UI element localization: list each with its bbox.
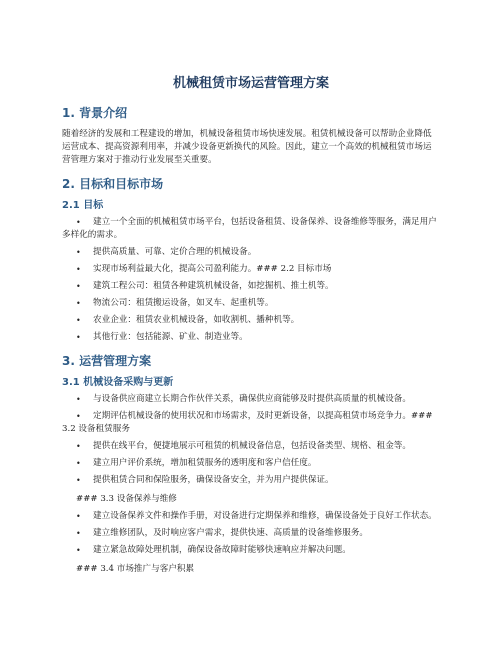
bullet-icon: • — [76, 218, 81, 227]
list-item: • 定期评估机械设备的使用状况和市场需求，及时更新设备，以提高租赁市场竞争力。### 3.2 设备租赁服务 — [62, 411, 433, 434]
bullet-icon: • — [76, 476, 81, 485]
document-title: 机械租赁市场运营管理方案 — [172, 76, 329, 91]
bullet-icon: • — [76, 299, 81, 308]
list-item: • 建立维修团队，及时响应客户需求，提供快速、高质量的设备维修服务。 — [76, 528, 369, 538]
section-heading-background: 1. 背景介绍 — [62, 106, 128, 120]
list-item: • 建筑工程公司：租赁各种建筑机械设备，如挖掘机、推土机等。 — [76, 281, 334, 291]
bullet-icon: • — [76, 395, 81, 404]
section-heading-operations: 3. 运营管理方案 — [62, 354, 152, 368]
subsection-heading-goals: 2.1 目标 — [62, 200, 104, 211]
bullet-icon: • — [76, 412, 81, 421]
bullet-icon: • — [76, 265, 81, 274]
subsection-heading-operations: 3.1 机械设备采购与更新 — [62, 377, 174, 388]
list-item: • 物流公司：租赁搬运设备，如叉车、起重机等。 — [76, 298, 274, 308]
list-item: • 提供在线平台，便捷地展示可租赁的机械设备信息，包括设备类型、规格、租金等。 — [76, 441, 411, 451]
bullet-icon: • — [76, 546, 81, 555]
section-heading-goals: 2. 目标和目标市场 — [62, 177, 164, 191]
operations-list-b — [62, 510, 440, 557]
background-paragraph: 随着经济的发展和工程建设的增加，机械设备租赁市场快速发展。租赁机械设备可以帮助企业降低运营成本、提高资源利用率，并减少设备更新换代的风险。因此，建立一个高效的机械租赁市场运营管理方案对于推动行业发展至关重要。 — [62, 129, 432, 165]
list-item: • 建立紧急故障处理机制，确保设备故障时能够快速响应并解决问题。 — [76, 545, 351, 555]
list-item: • 农业企业：租赁农业机械设备，如收割机、播种机等。 — [76, 315, 300, 325]
bullet-icon: • — [76, 333, 81, 342]
bullet-icon: • — [76, 512, 81, 521]
operations-list-a — [62, 393, 440, 487]
inline-heading-marketing: ### 3.4 市场推广与客户积累 — [76, 564, 195, 574]
list-item: • 建立用户评价系统，增加租赁服务的透明度和客户信任度。 — [76, 458, 317, 468]
list-item: • 其他行业：包括能源、矿业、制造业等。 — [76, 332, 248, 342]
goals-list — [62, 216, 440, 344]
list-item: • 提供租赁合同和保险服务，确保设备安全，并为用户提供保证。 — [76, 475, 334, 485]
list-item: • 与设备供应商建立长期合作伙伴关系，确保供应商能够及时提供高质量的机械设备。 — [76, 394, 411, 404]
list-item: • 建立设备保养文件和操作手册，对设备进行定期保养和维修，确保设备处于良好工作状态。 — [76, 511, 437, 521]
list-item: • 建立一个全面的机械租赁市场平台，包括设备租赁、设备保养、设备维修等服务，满足用户多样化的需求。 — [62, 217, 437, 240]
list-item: • 实现市场利益最大化，提高公司盈利能力。### 2.2 目标市场 — [76, 264, 332, 274]
bullet-icon: • — [76, 529, 81, 538]
inline-heading-maintenance: ### 3.3 设备保养与维修 — [76, 494, 177, 504]
bullet-icon: • — [76, 248, 81, 257]
bullet-icon: • — [76, 459, 81, 468]
bullet-icon: • — [76, 316, 81, 325]
bullet-icon: • — [76, 442, 81, 451]
bullet-icon: • — [76, 282, 81, 291]
list-item: • 提供高质量、可靠、定价合理的机械设备。 — [76, 247, 257, 257]
